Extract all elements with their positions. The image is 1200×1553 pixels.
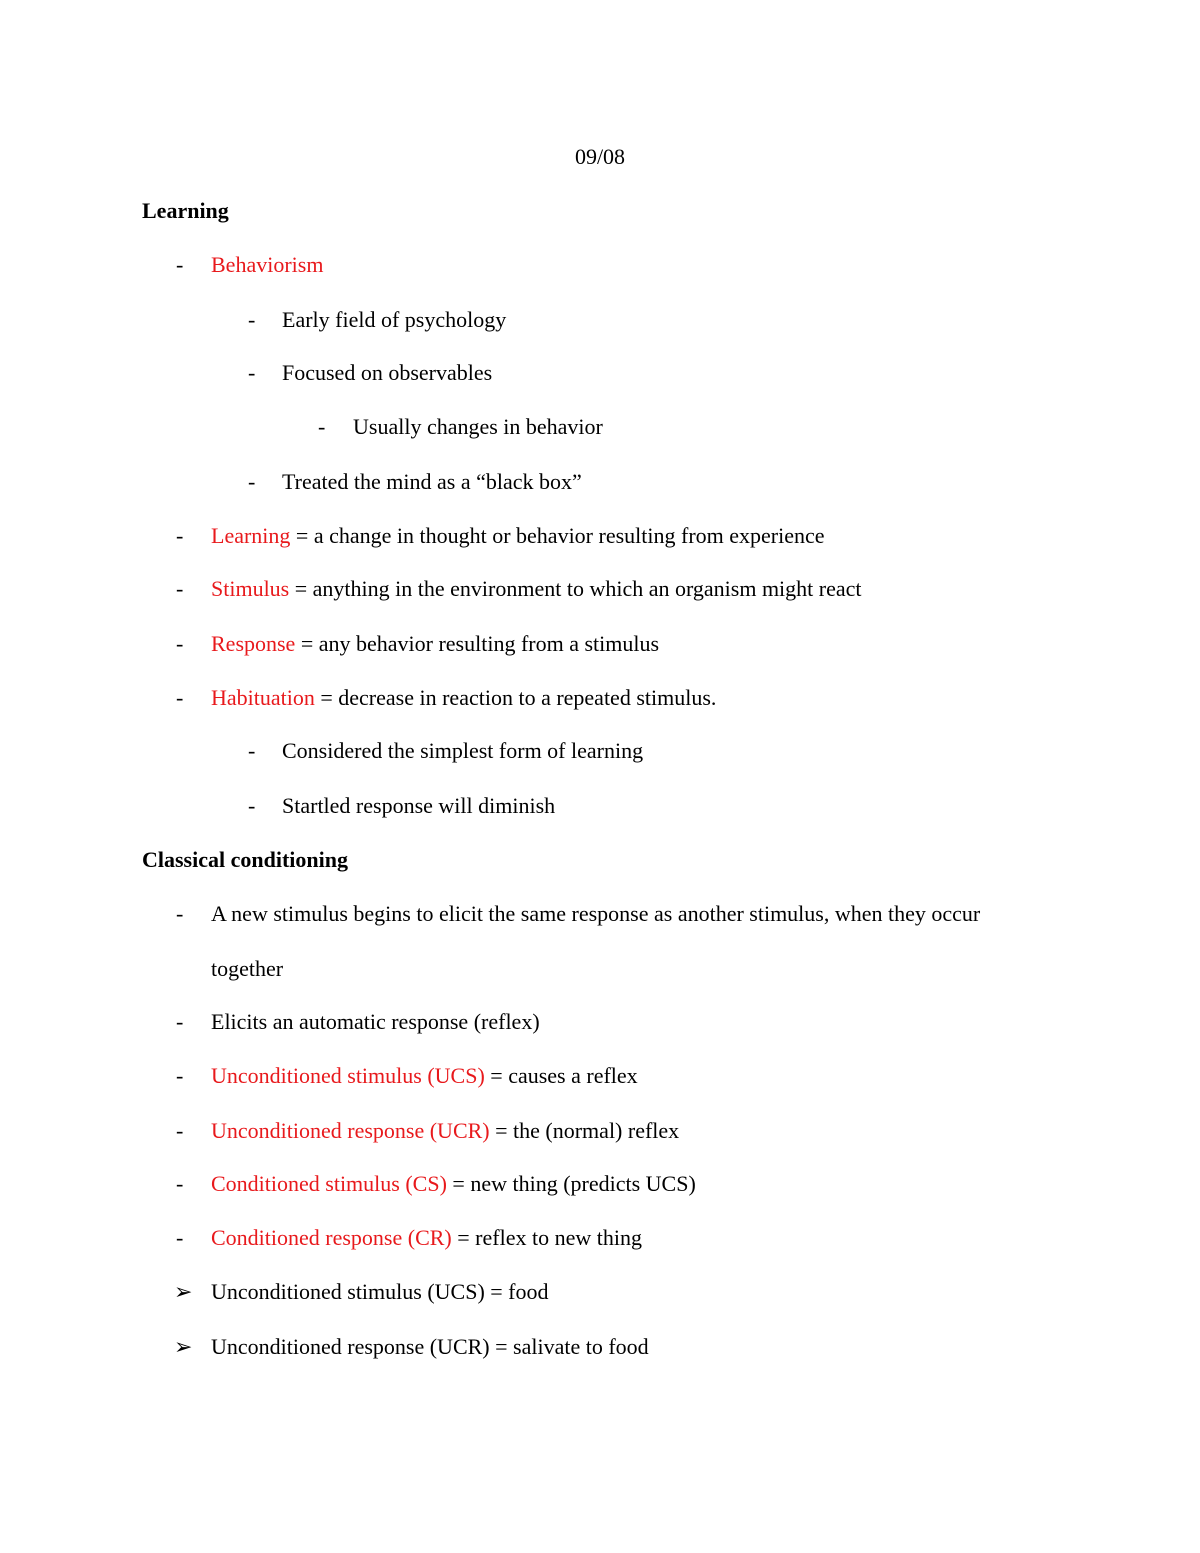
- dash-bullet: -: [176, 1171, 184, 1196]
- definition: = causes a reflex: [484, 1063, 638, 1088]
- dash-bullet: -: [248, 307, 256, 332]
- list-item-sub: Focused on observables: [282, 360, 493, 385]
- definition: = anything in the environment to which an organism might react: [289, 576, 862, 601]
- dash-bullet: -: [176, 1118, 184, 1143]
- list-item-sub: Considered the simplest form of learning: [282, 738, 644, 763]
- arrow-bullet-icon: ➢: [174, 1279, 193, 1304]
- definition: = a change in thought or behavior resulting from experience: [290, 523, 825, 548]
- dash-bullet: -: [176, 576, 184, 601]
- section-heading-learning: Learning: [142, 198, 229, 223]
- section-heading-classical-conditioning: Classical conditioning: [142, 847, 348, 872]
- dash-bullet: -: [176, 252, 184, 277]
- list-item-subsub: Usually changes in behavior: [353, 414, 603, 439]
- list-item-cr: [211, 1224, 642, 1252]
- dash-bullet: -: [176, 523, 184, 548]
- list-item-example-ucr: Unconditioned response (UCR) = salivate to food: [211, 1334, 649, 1359]
- definition: = decrease in reaction to a repeated stimulus.: [314, 685, 717, 710]
- list-item-sub: Treated the mind as a “black box”: [282, 469, 582, 494]
- term-response: Response: [211, 631, 296, 656]
- dash-bullet: -: [176, 1225, 184, 1250]
- list-item-cs: [211, 1170, 696, 1198]
- list-item-reflex: Elicits an automatic response (reflex): [211, 1009, 540, 1034]
- list-item-learning: [211, 522, 825, 550]
- dash-bullet: -: [248, 469, 256, 494]
- dash-bullet: -: [248, 738, 256, 763]
- dash-bullet: -: [248, 793, 256, 818]
- list-item-response: [211, 630, 659, 658]
- term-stimulus: Stimulus: [211, 576, 290, 601]
- definition: = the (normal) reflex: [489, 1118, 680, 1143]
- list-item-example-ucs: Unconditioned stimulus (UCS) = food: [211, 1279, 549, 1304]
- list-item-ucs: [211, 1062, 638, 1090]
- dash-bullet: -: [176, 685, 184, 710]
- term-learning: Learning: [211, 523, 291, 548]
- list-item-sub: Early field of psychology: [282, 307, 507, 332]
- term-habituation: Habituation: [211, 685, 315, 710]
- list-item-sub: Startled response will diminish: [282, 793, 556, 818]
- term-cs: Conditioned stimulus (CS): [211, 1171, 447, 1196]
- dash-bullet: -: [176, 1009, 184, 1034]
- term-behaviorism: Behaviorism: [211, 252, 324, 277]
- list-item-habituation: [211, 684, 716, 712]
- arrow-bullet-icon: ➢: [174, 1334, 193, 1359]
- page-date: 09/08: [574, 144, 626, 169]
- dash-bullet: -: [176, 901, 184, 926]
- dash-bullet: -: [248, 360, 256, 385]
- dash-bullet: -: [176, 1063, 184, 1088]
- list-item-stimulus: [211, 575, 862, 603]
- list-item-behaviorism: [211, 251, 323, 279]
- dash-bullet: -: [176, 631, 184, 656]
- definition: = reflex to new thing: [451, 1225, 642, 1250]
- term-ucr: Unconditioned response (UCR): [211, 1118, 490, 1143]
- term-cr: Conditioned response (CR): [211, 1225, 452, 1250]
- list-item-intro-continued: together: [211, 956, 284, 981]
- list-item-ucr: [211, 1117, 679, 1145]
- dash-bullet: -: [318, 414, 326, 439]
- definition: = any behavior resulting from a stimulus: [295, 631, 660, 656]
- list-item-intro: A new stimulus begins to elicit the same response as another stimulus, when they occur: [211, 901, 981, 926]
- term-ucs: Unconditioned stimulus (UCS): [211, 1063, 485, 1088]
- definition: = new thing (predicts UCS): [446, 1171, 696, 1196]
